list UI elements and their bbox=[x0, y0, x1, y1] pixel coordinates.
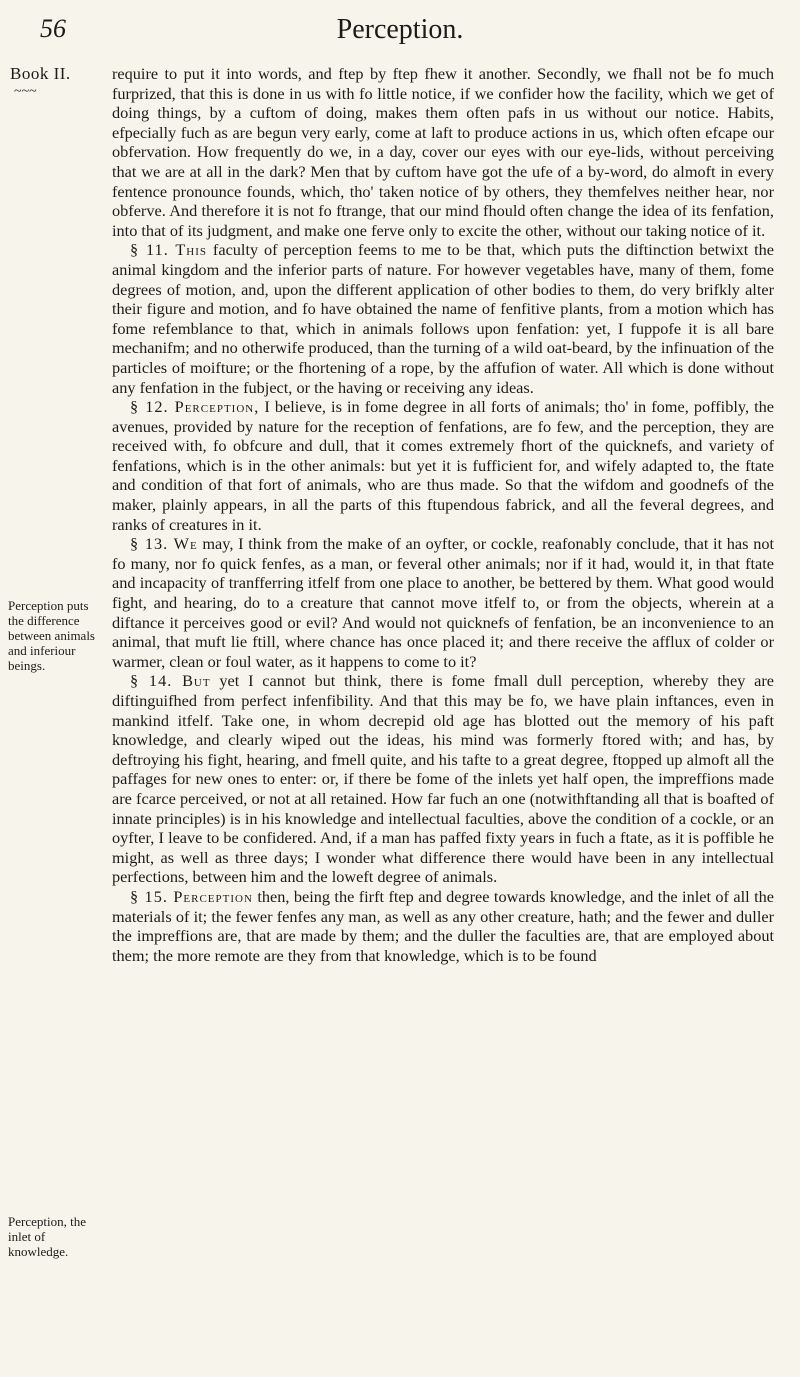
page-header bbox=[20, 14, 780, 54]
paragraph-section-14 bbox=[112, 671, 774, 887]
section-lead: § 13. We bbox=[130, 534, 198, 554]
margin-note-inlet-of-knowledge: Perception, the inlet of knowledge. bbox=[8, 1214, 86, 1259]
section-lead: § 14. But bbox=[130, 671, 211, 691]
paragraph-section-13 bbox=[112, 534, 774, 671]
margin-note-perception-difference: Perception puts the difference between animals and inferiour beings. bbox=[8, 598, 95, 673]
paragraph-section-12 bbox=[112, 397, 774, 534]
body-text bbox=[112, 64, 774, 965]
paragraph-text: yet I cannot but think, there is fome fmall dull perception, whereby they are diftinguifhed from perfect infenfibility. And that this may be fo, we have plain inftances, even in mankind itfelf. Take one, in whom decrepid old age has blotted out the memory of his paft knowledge, and clearly wiped out the ideas, his mind was formerly ftored with; and has, by deftroying his fight, hearing, and fmell quite, and his tafte to a great degree, ftopped up almoft all the paffages for new ones to enter: or, if there be fome of the inlets yet half open, the impreffions made are fcarce perceived, or not at all retained. How far fuch an one (notwithftanding all that is boafted of innate principles) is in his knowledge and intellectual faculties, above the condition of a cockle, or an oyfter, I leave to be confidered. And, if a man has paffed fixty years in fuch a ftate, as it is poffible he might, as well as three days; I wonder what difference there would have been in any intellectual perfections, between him and the loweft degree of animals. bbox=[112, 671, 775, 887]
paragraph-text: faculty of perception feems to me to be that, which puts the diftinction betwixt the animal kingdom and the inferior parts of nature. For however vegetables have, many of them, fome degrees of motion, and, upon the different application of other bodies to them, do very brifkly alter their figure and motion, and fo have obtained the name of fenfitive plants, from a motion which has fome refemblance to that, which in animals follows upon fenfation: yet, I fuppofe it is all bare mechanifm; and no otherwife produced, than the turning of a wild oat-beard, by the infinuation of the particles of moifture; or the fhortening of a rope, by the affufion of water. All which is done without any fenfation in the fubject, or the having or receiving any ideas. bbox=[112, 240, 775, 397]
paragraph-section-11 bbox=[112, 240, 774, 397]
paragraph-text: then, being the firft ftep and degree towards knowledge, and the inlet of all the materials of it; the fewer fenfes any man, as well as any other creature, hath; and the fewer and duller the impreffions are, that are made by them; and the duller the faculties are, that are employed about them; the more remote are they from that knowledge, which is to be found bbox=[112, 886, 774, 965]
book-ornament: ~~~ bbox=[14, 84, 37, 99]
section-lead: § 11. This bbox=[130, 240, 208, 260]
paragraph-text: may, I think from the make of an oyfter, or cockle, reafonably conclude, that it has not fo many, nor fo quick fenfes, as a man, or feveral other animals; nor if it had, would it, in that ftate and incapacity of tranfferring itfelf from one place to another, be bettered by them. What good would fight, and hearing, do to a creature that cannot move itfelf to, or from the objects, wherein at a diftance it perceives good or evil? And would not quicknefs of fenfation, be an inconvenience to an animal, that muft lie ftill, where chance has once placed it; and there receive the afflux of colder or warmer, clean or foul water, as it happens to come to it? bbox=[112, 534, 774, 671]
book-label: Book II. bbox=[10, 64, 71, 83]
running-head: Perception. bbox=[336, 14, 464, 45]
page-number: 56 bbox=[40, 14, 66, 43]
section-lead: § 12. Perception, bbox=[130, 397, 260, 417]
paragraph-text: require to put it into words, and ftep by ftep fhew it another. Secondly, we fhall not be fo much furprized, that this is done in us with fo little notice, if we confider how the facility, which we get of doing things, by a cuftom of doing, makes them often pafs in us without our notice. Habits, efpecially fuch as are begun very early, come at laft to produce actions in us, which often efcape our obfervation. How frequently do we, in a day, cover our eyes with our eye-lids, without perceiving that we are at all in the dark? Men that by cuftom have got the ufe of a by-word, do almoft in every fentence pronounce founds, which, tho' taken notice of by others, they themfelves neither hear, nor obferve. And therefore it is not fo ftrange, that our mind fhould often change the idea of its fenfation, into that of its judgment, and make one ferve only to excite the other, without our taking notice of it. bbox=[112, 64, 774, 240]
section-lead: § 15. Perception bbox=[130, 886, 253, 906]
paragraph-section-15 bbox=[112, 887, 774, 965]
paragraph-continuation bbox=[112, 64, 774, 240]
paragraph-text: I believe, is in fome degree in all forts of animals; tho' in fome, poffibly, the avenues, provided by nature for the reception of fenfations, are fo few, and the perception, they are received with, fo obfcure and dull, that it comes extremely fhort of the quicknefs, and variety of fenfations, which is in the other animals: but yet it is fufficient for, and wifely adapted to, the ftate and condition of that fort of animals, who are thus made. So that the wifdom and goodnefs of the maker, plainly appears, in all the parts of this ftupendous fabrick, and all the feveral degrees, and ranks of creatures in it. bbox=[112, 397, 774, 534]
